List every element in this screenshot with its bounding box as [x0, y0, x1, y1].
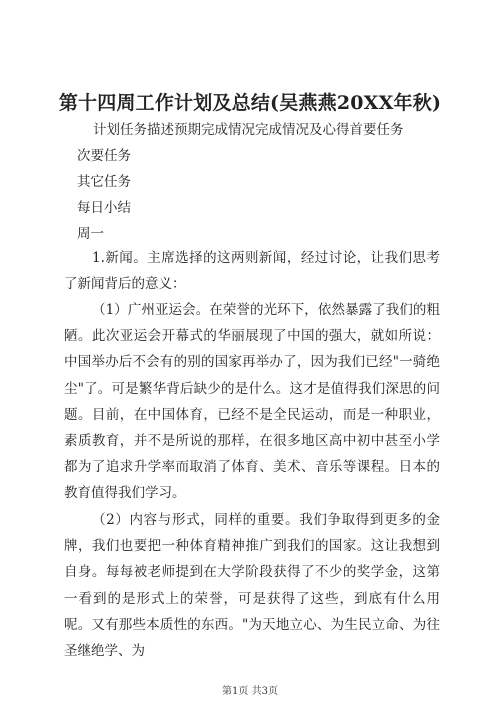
secondary-task-label: 次要任务 — [77, 148, 131, 164]
document-title: 第十四周工作计划及总结(吴燕燕20XX年秋) — [58, 92, 442, 114]
monday-label: 周一 — [77, 226, 104, 242]
page-footer: 第1页 共3页 — [222, 686, 278, 697]
paragraph-asian-games: （1）广州亚运会。在荣誉的光环下，依然暴露了我们的粗陋。此次亚运会开幕式的华丽展现了中国的强大，就如所说：中国举办后不会有的别的国家再举办了，因为我们已经"一骑绝尘"了。可是繁华背后缺少的是什么。这才是值得我们深思的问题。目前，在中国体育，已经不是全民运动，而是一种职业，素质教育，并不是所说的那样，在很多地区高中初中甚至小学都为了追求升学率而取消了体育、美术、音乐等课程。日本的教育值得我们学习。 — [64, 302, 440, 502]
other-task-label: 其它任务 — [77, 174, 131, 190]
paragraph-content-form: （2）内容与形式，同样的重要。我们争取得到更多的金牌，我们也要把一种体育精神推广到我们的国家。这让我想到自身。每每被老师提到在大学阶段获得了不少的奖学金，这第一看到的是形式上的荣誉，可是获得了这些，到底有什么用呢。又有那些本质性的东西。"为天地立心、为生民立命、为往圣继绝学、为 — [64, 512, 440, 660]
task-header-row: 计划任务描述预期完成情况完成情况及心得首要任务 — [93, 122, 404, 138]
paragraph-news: 1.新闻。主席选择的这两则新闻，经过讨论，让我们思考了新闻背后的意义： — [64, 250, 440, 293]
daily-summary-label: 每日小结 — [77, 200, 131, 216]
